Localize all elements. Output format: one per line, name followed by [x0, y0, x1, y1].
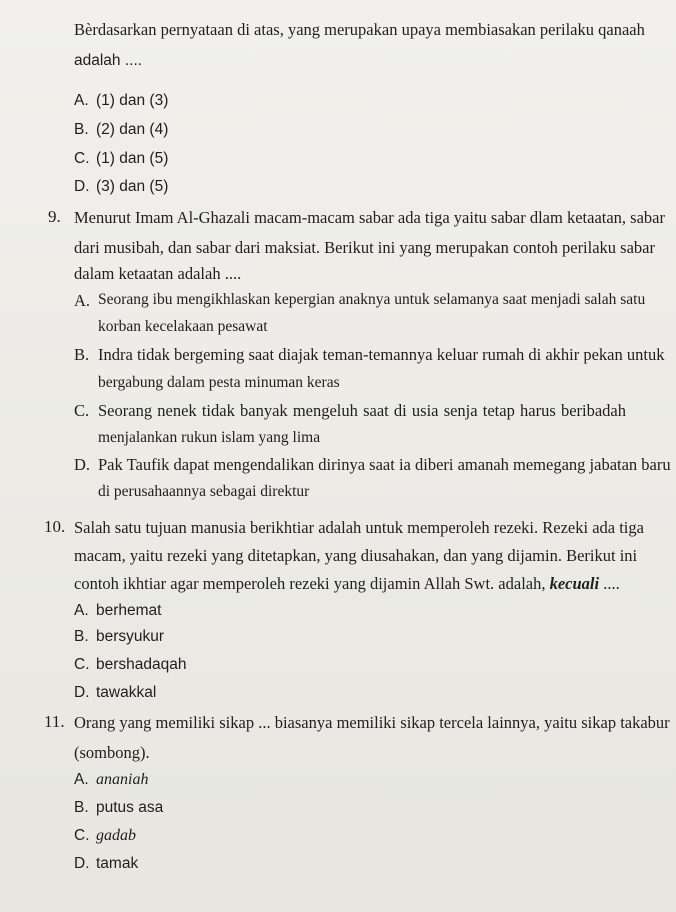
question-10-option-c[interactable] [74, 656, 187, 674]
option-text-line-2: menjalankan rukun islam yang lima [98, 429, 321, 446]
option-letter: B. [74, 628, 89, 645]
question-8-option-d[interactable] [74, 178, 168, 196]
option-letter: A. [74, 771, 89, 788]
question-11-number: 11. [44, 712, 65, 731]
option-text: bersyukur [96, 628, 165, 645]
option-letter: B. [74, 121, 89, 138]
option-text: tawakkal [96, 684, 157, 701]
option-text-line-2: bergabung dalam pesta minuman keras [98, 374, 340, 391]
option-text: (1) dan (3) [96, 92, 169, 109]
option-letter: C. [74, 827, 90, 844]
option-text-line-1: Pak Taufik dapat mengendalikan dirinya saat ia diberi amanah memegang jabatan baru [98, 455, 671, 474]
question-9-stem-line-2: dari musibah, dan sabar dari maksiat. Berikut ini yang merupakan contoh perilaku sabar [74, 238, 655, 257]
option-letter: D. [74, 178, 90, 195]
question-11-stem-line-2: (sombong). [74, 743, 150, 762]
option-text: berhemat [96, 602, 162, 619]
question-11-stem-line-1: Orang yang memiliki sikap ... biasanya memiliki sikap tercela lainnya, yaitu sikap takabur [74, 713, 670, 732]
option-letter: D. [74, 455, 91, 474]
question-10-stem-line-2: macam, yaitu rezeki yang ditetapkan, yang diusahakan, dan yang dijamin. Berikut ini [74, 546, 638, 565]
option-text: putus asa [96, 799, 164, 816]
stem-text: contoh ikhtiar agar memperoleh rezeki yang dijamin Allah Swt. adalah, [74, 574, 546, 593]
option-text: (3) dan (5) [96, 178, 169, 195]
option-letter: D. [74, 855, 90, 872]
question-8-option-a[interactable] [74, 92, 168, 110]
option-text-line-1: Seorang nenek tidak banyak mengeluh saat di usia senja tetap harus beribadah [98, 401, 626, 420]
question-8-stem-line-2: adalah .... [74, 52, 143, 69]
option-text: gadab [96, 827, 136, 844]
option-letter: B. [74, 799, 89, 816]
option-text: bershadaqah [96, 656, 187, 673]
question-10-stem-line-1: Salah satu tujuan manusia berikhtiar adalah untuk memperoleh rezeki. Rezeki ada tiga [74, 518, 644, 537]
option-text: tamak [96, 855, 139, 872]
stem-ellipsis: .... [599, 574, 620, 593]
option-letter: A. [74, 602, 89, 619]
question-10-number: 10. [44, 517, 66, 536]
option-text-line-2: di perusahaannya sebagai direktur [98, 483, 310, 500]
question-10-stem-line-3 [74, 574, 620, 594]
question-8-option-c[interactable] [74, 150, 168, 168]
option-letter: C. [74, 656, 90, 673]
question-9-number: 9. [48, 207, 61, 226]
option-text-line-1: Seorang ibu mengikhlaskan kepergian anaknya untuk selamanya saat menjadi salah satu [98, 291, 646, 308]
question-9-stem-line-3: dalam ketaatan adalah .... [74, 264, 242, 283]
question-11-option-d[interactable] [74, 855, 138, 873]
option-letter: D. [74, 684, 90, 701]
question-8-option-b[interactable] [74, 121, 168, 139]
option-letter: C. [74, 150, 90, 167]
option-text-line-2: korban kecelakaan pesawat [98, 318, 268, 335]
option-letter: C. [74, 401, 90, 420]
question-10-option-a[interactable] [74, 602, 161, 620]
option-text: ananiah [96, 771, 149, 788]
question-10-option-b[interactable] [74, 628, 164, 646]
option-text: (1) dan (5) [96, 150, 169, 167]
option-text-line-1: Indra tidak bergeming saat diajak teman-temannya keluar rumah di akhir pekan untuk [98, 345, 665, 364]
question-11-option-c[interactable] [74, 827, 136, 845]
stem-emphasis: kecuali [549, 574, 600, 593]
option-letter: A. [74, 92, 89, 109]
question-10-option-d[interactable] [74, 684, 156, 702]
option-letter: A. [74, 291, 91, 310]
question-11-option-b[interactable] [74, 799, 163, 817]
option-text: (2) dan (4) [96, 121, 169, 138]
question-11-option-a[interactable] [74, 771, 148, 789]
question-8-stem-line-1: Bèrdasarkan pernyataan di atas, yang merupakan upaya membiasakan perilaku qanaah [74, 20, 645, 39]
option-letter: B. [74, 345, 90, 364]
question-9-stem-line-1: Menurut Imam Al-Ghazali macam-macam sabar ada tiga yaitu sabar dlam ketaatan, sabar [74, 208, 665, 227]
